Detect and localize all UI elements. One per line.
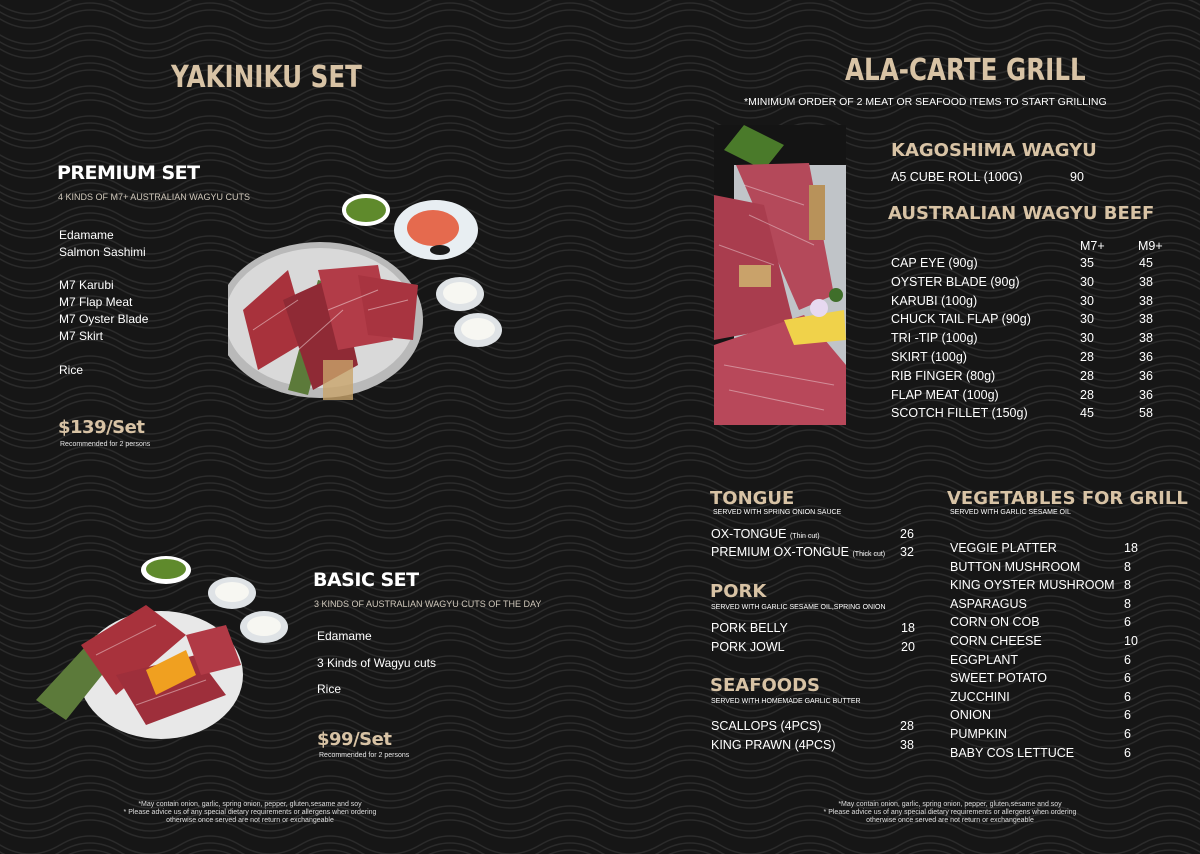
item-note: (Thin cut) (789, 533, 820, 540)
vegetable-item-price: 10 (1124, 634, 1138, 648)
tongue-title: TONGUE (710, 488, 795, 509)
alacarte-subtitle: *MINIMUM ORDER OF 2 MEAT OR SEAFOOD ITEMS TO START GRILLING (744, 96, 1107, 108)
vegetable-item-name: CORN CHEESE (950, 634, 1042, 648)
basic-set-price: $99/Set (317, 729, 392, 750)
premium-item: M7 Karubi (59, 278, 114, 292)
tongue-sub: SERVED WITH SPRING ONION SAUCE (713, 509, 842, 516)
vegetable-item-price: 8 (1124, 596, 1131, 611)
vegetable-item-name: CORN ON COB (950, 615, 1040, 630)
basic-item: Edamame (317, 629, 372, 643)
premium-item: M7 Oyster Blade (59, 312, 149, 326)
australian-item-m9-price: 36 (1139, 368, 1153, 383)
premium-item: Edamame (59, 228, 114, 242)
pork-title: PORK (710, 581, 767, 602)
vegetables-sub: SERVED WITH GARLIC SESAME OIL (950, 509, 1071, 516)
australian-item-m9-price: 36 (1139, 350, 1153, 364)
vegetable-item-price: 6 (1124, 727, 1131, 741)
vegetable-item-price: 6 (1124, 652, 1131, 667)
vegetable-item-name: KING OYSTER MUSHROOM (950, 578, 1115, 593)
vegetable-item-price: 18 (1124, 541, 1138, 555)
kagoshima-item-price: 90 (1070, 170, 1084, 184)
vegetable-item-price: 6 (1124, 671, 1131, 686)
vegetable-item-price: 8 (1124, 578, 1131, 593)
australian-item-m7-price: 30 (1080, 274, 1094, 289)
australian-item-m7-price: 45 (1080, 406, 1094, 421)
vegetables-title: VEGETABLES FOR GRILL (947, 488, 1188, 509)
premium-set-price: $139/Set (58, 417, 145, 438)
pork-price: 18 (901, 621, 915, 635)
tongue-item (711, 527, 820, 541)
footer-line: otherwise once served are not return or exchangeable (166, 817, 334, 824)
australian-item-name: CHUCK TAIL FLAP (90g) (891, 312, 1031, 327)
vegetable-item-name: ZUCCHINI (950, 689, 1010, 704)
australian-item-m9-price: 36 (1139, 387, 1153, 402)
premium-item: M7 Skirt (59, 329, 104, 343)
australian-item-m7-price: 30 (1080, 293, 1094, 308)
kagoshima-item-name: A5 CUBE ROLL (100G) (891, 170, 1023, 184)
pork-sub: SERVED WITH GARLIC SESAME OIL,SPRING ONION (711, 604, 886, 611)
premium-set-name: PREMIUM SET (57, 162, 200, 184)
col-header-m9: M9+ (1138, 239, 1163, 253)
premium-item: M7 Flap Meat (59, 295, 133, 309)
seafood-item: KING PRAWN (4PCS) (711, 738, 836, 752)
vegetable-item-price: 8 (1124, 559, 1131, 574)
vegetable-item-name: VEGGIE PLATTER (950, 541, 1057, 555)
basic-set-photo (36, 545, 296, 740)
australian-item-m9-price: 38 (1139, 312, 1153, 327)
seafood-price: 28 (900, 719, 914, 733)
australian-item-name: CAP EYE (90g) (891, 256, 978, 270)
australian-item-m9-price: 38 (1139, 331, 1153, 346)
australian-item-m7-price: 28 (1080, 368, 1094, 383)
seafoods-title: SEAFOODS (710, 675, 820, 696)
alacarte-title: ALA-CARTE GRILL (845, 53, 1086, 88)
vegetable-item-price: 6 (1124, 615, 1131, 630)
seafood-item: SCALLOPS (4PCS) (711, 719, 822, 733)
vegetable-item-price: 6 (1124, 708, 1131, 723)
vegetable-item-name: EGGPLANT (950, 652, 1019, 667)
premium-item: Rice (59, 363, 84, 377)
premium-set-desc: 4 KINDS OF M7+ AUSTRALIAN WAGYU CUTS (58, 192, 250, 202)
australian-item-name: TRI -TIP (100g) (891, 331, 978, 346)
australian-item-name: OYSTER BLADE (90g) (891, 274, 1020, 289)
tongue-price: 32 (900, 545, 914, 559)
australian-item-m7-price: 30 (1080, 312, 1094, 327)
australian-item-m7-price: 28 (1080, 387, 1094, 402)
vegetable-item-name: BABY COS LETTUCE (950, 745, 1075, 760)
vegetable-item-name: PUMPKIN (950, 727, 1007, 741)
australian-item-name: SKIRT (100g) (891, 350, 967, 364)
tongue-item (711, 545, 885, 559)
australian-item-m7-price: 30 (1080, 331, 1094, 346)
kagoshima-title: KAGOSHIMA WAGYU (891, 140, 1097, 161)
pork-price: 20 (901, 640, 915, 654)
australian-item-name: SCOTCH FILLET (150g) (891, 406, 1028, 421)
australian-title: AUSTRALIAN WAGYU BEEF (888, 203, 1155, 224)
australian-item-m9-price: 38 (1139, 274, 1153, 289)
australian-item-name: RIB FINGER (80g) (891, 368, 996, 383)
pork-item: PORK JOWL (711, 640, 785, 654)
vegetable-item-name: BUTTON MUSHROOM (950, 559, 1081, 574)
seafood-price: 38 (900, 738, 914, 752)
australian-item-m9-price: 38 (1139, 293, 1153, 308)
footer-line: *May contain onion, garlic, spring onion, pepper, gluten,sesame and soy (838, 801, 1062, 808)
australian-item-name: FLAP MEAT (100g) (891, 387, 999, 402)
australian-item-m9-price: 58 (1139, 406, 1153, 421)
seafoods-sub: SERVED WITH HOMEMADE GARLIC BUTTER (711, 698, 861, 705)
item-name: OX-TONGUE (711, 527, 787, 541)
australian-item-m7-price: 35 (1080, 256, 1094, 270)
footer-line: otherwise once served are not return or exchangeable (866, 817, 1034, 824)
premium-set-note: Recommended for 2 persons (60, 441, 151, 448)
basic-item: 3 Kinds of Wagyu cuts (317, 656, 436, 670)
vegetable-item-price: 6 (1124, 745, 1131, 760)
allergen-footer-left (100, 801, 400, 825)
basic-set-note: Recommended for 2 persons (319, 752, 410, 759)
tongue-price: 26 (900, 527, 914, 541)
australian-item-m9-price: 45 (1139, 256, 1153, 270)
vegetable-item-price: 6 (1124, 689, 1131, 704)
wagyu-beef-photo (714, 125, 846, 425)
vegetable-item-name: ASPARAGUS (950, 596, 1027, 611)
footer-line: * Please advice us of any special dietary requirements or allergens when ordering (123, 809, 377, 816)
australian-item-name: KARUBI (100g) (891, 293, 978, 308)
basic-item: Rice (317, 682, 342, 696)
vegetable-item-name: SWEET POTATO (950, 671, 1048, 686)
footer-line: * Please advice us of any special dietary requirements or allergens when ordering (823, 809, 1077, 816)
basic-set-desc: 3 KINDS OF AUSTRALIAN WAGYU CUTS OF THE DAY (314, 599, 542, 609)
premium-set-photo (228, 190, 513, 420)
pork-item: PORK BELLY (711, 621, 788, 635)
yakiniku-title: YAKINIKU SET (171, 60, 362, 95)
item-note: (Thick cut) (852, 551, 886, 558)
premium-item: Salmon Sashimi (59, 245, 146, 259)
footer-line: *May contain onion, garlic, spring onion, pepper, gluten,sesame and soy (138, 801, 362, 808)
australian-item-m7-price: 28 (1080, 350, 1094, 364)
item-name: PREMIUM OX-TONGUE (711, 545, 849, 559)
col-header-m7: M7+ (1080, 239, 1105, 253)
basic-set-name: BASIC SET (313, 569, 419, 591)
vegetable-item-name: ONION (950, 708, 991, 723)
allergen-footer-right (800, 801, 1100, 825)
